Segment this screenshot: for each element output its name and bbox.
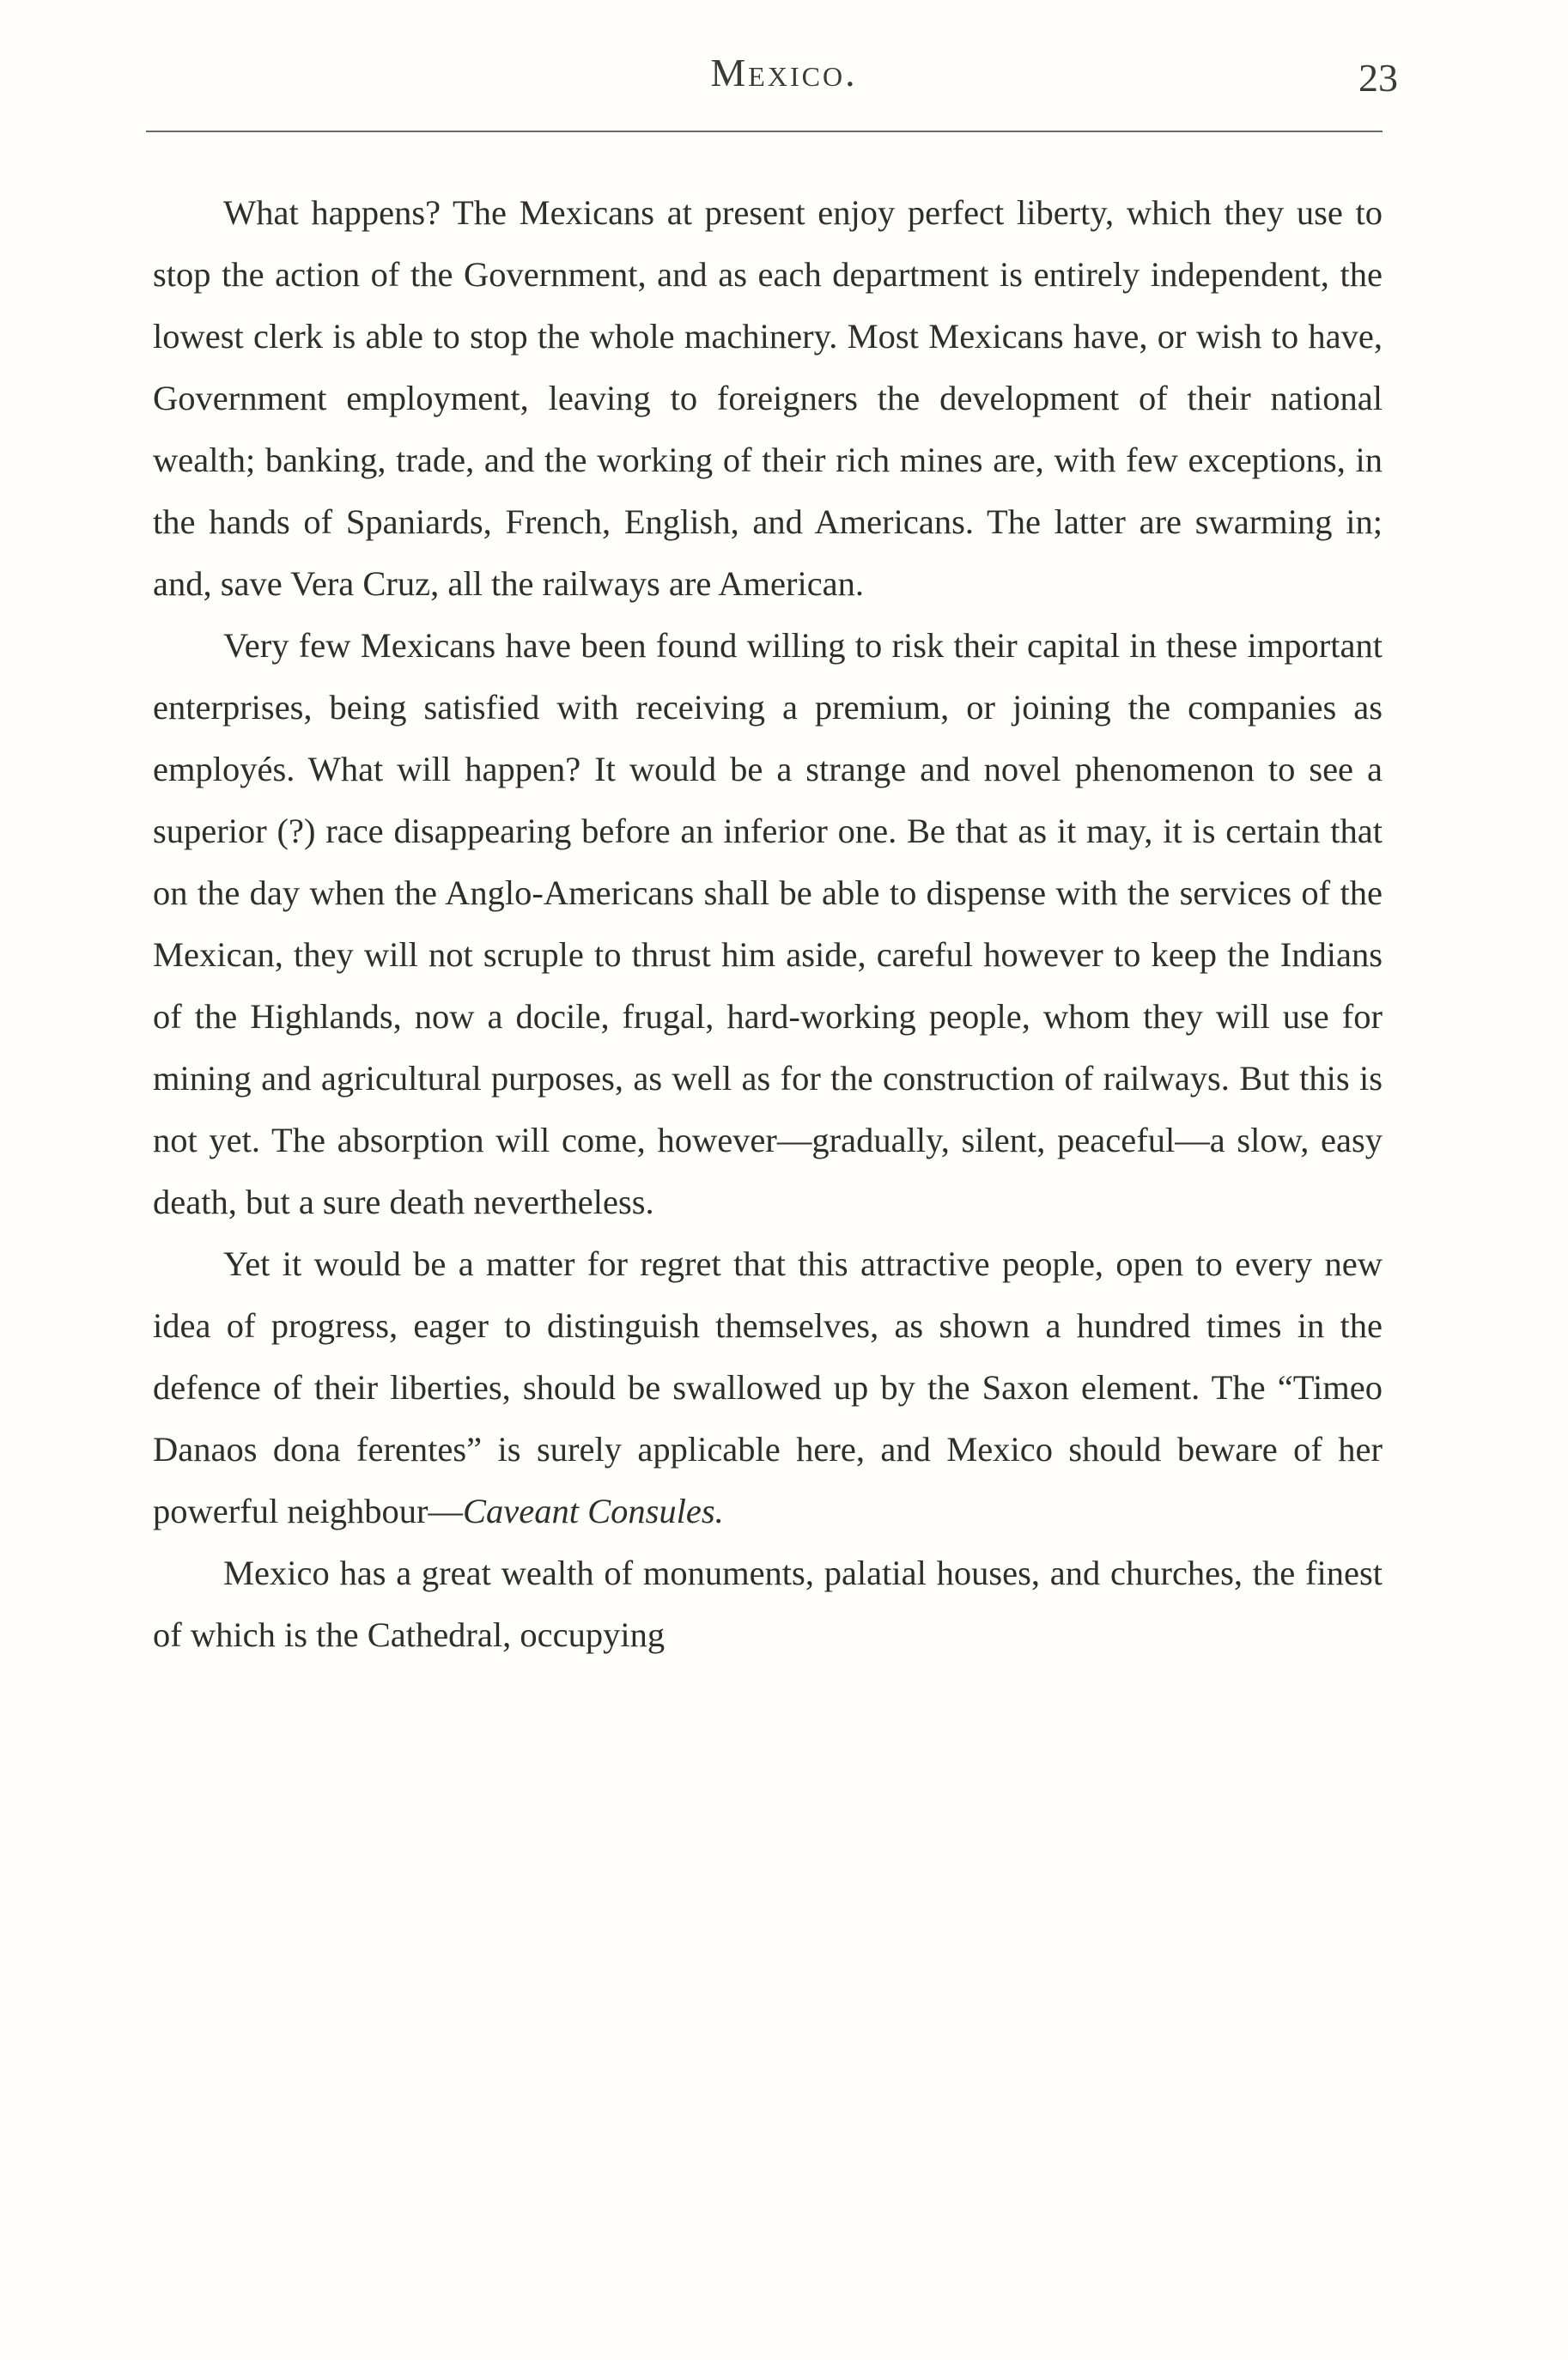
latin-phrase: Caveant Consules. <box>463 1492 724 1530</box>
paragraph-1 <box>153 182 1383 615</box>
paragraph-text: What happens? The Mexicans at present enjoy perfect liberty, which they use to stop the action of the Government, and as each department is entirely independent, the lowest clerk is able to stop the whole machinery. Most Mexicans have, or wish to have, Government employment, leaving to foreigners the development of their national wealth; banking, trade, and the working of their rich mines are, with few exceptions, in the hands of Spaniards, French, English, and Americans. The latter are swarming in; and, save Vera Cruz, all the railways are American. <box>153 193 1383 603</box>
header-rule <box>146 131 1383 132</box>
paragraph-text: Very few Mexicans have been found willing to risk their capital in these important enterprises, being satisfied with receiving a premium, or joining the companies as employés. What will happen? It would be a strange and novel phenomenon to see a superior (?) race disappearing before an inferior one. Be that as it may, it is certain that on the day when the Anglo-Americans shall be able to dispense with the services of the Mexican, they will not scruple to thrust him aside, careful however to keep the Indians of the Highlands, now a docile, frugal, hard-working people, whom they will use for mining and agricultural purposes, as well as for the construction of railways. But this is not yet. The absorption will come, however—gradually, silent, peaceful—a slow, easy death, but a sure death nevertheless. <box>153 626 1383 1221</box>
body-text <box>153 182 1383 1666</box>
paragraph-4 <box>153 1542 1383 1666</box>
paragraph-text: Mexico has a great wealth of monuments, palatial houses, and churches, the finest of which is the Cathedral, occupying <box>153 1554 1383 1654</box>
paragraph-3 <box>153 1233 1383 1542</box>
paragraph-2 <box>153 615 1383 1233</box>
page-number: 23 <box>1358 56 1398 100</box>
paragraph-text: Yet it would be a matter for regret that this attractive people, open to every new idea of progress, eager to distinguish themselves, as shown a hundred times in the defence of their liberties, should be swallowed up by the Saxon element. The “Timeo Danaos dona ferentes” is surely applicable here, and Mexico should beware of her powerful neighbour— <box>153 1244 1383 1530</box>
running-title: Mexico. <box>710 51 858 94</box>
